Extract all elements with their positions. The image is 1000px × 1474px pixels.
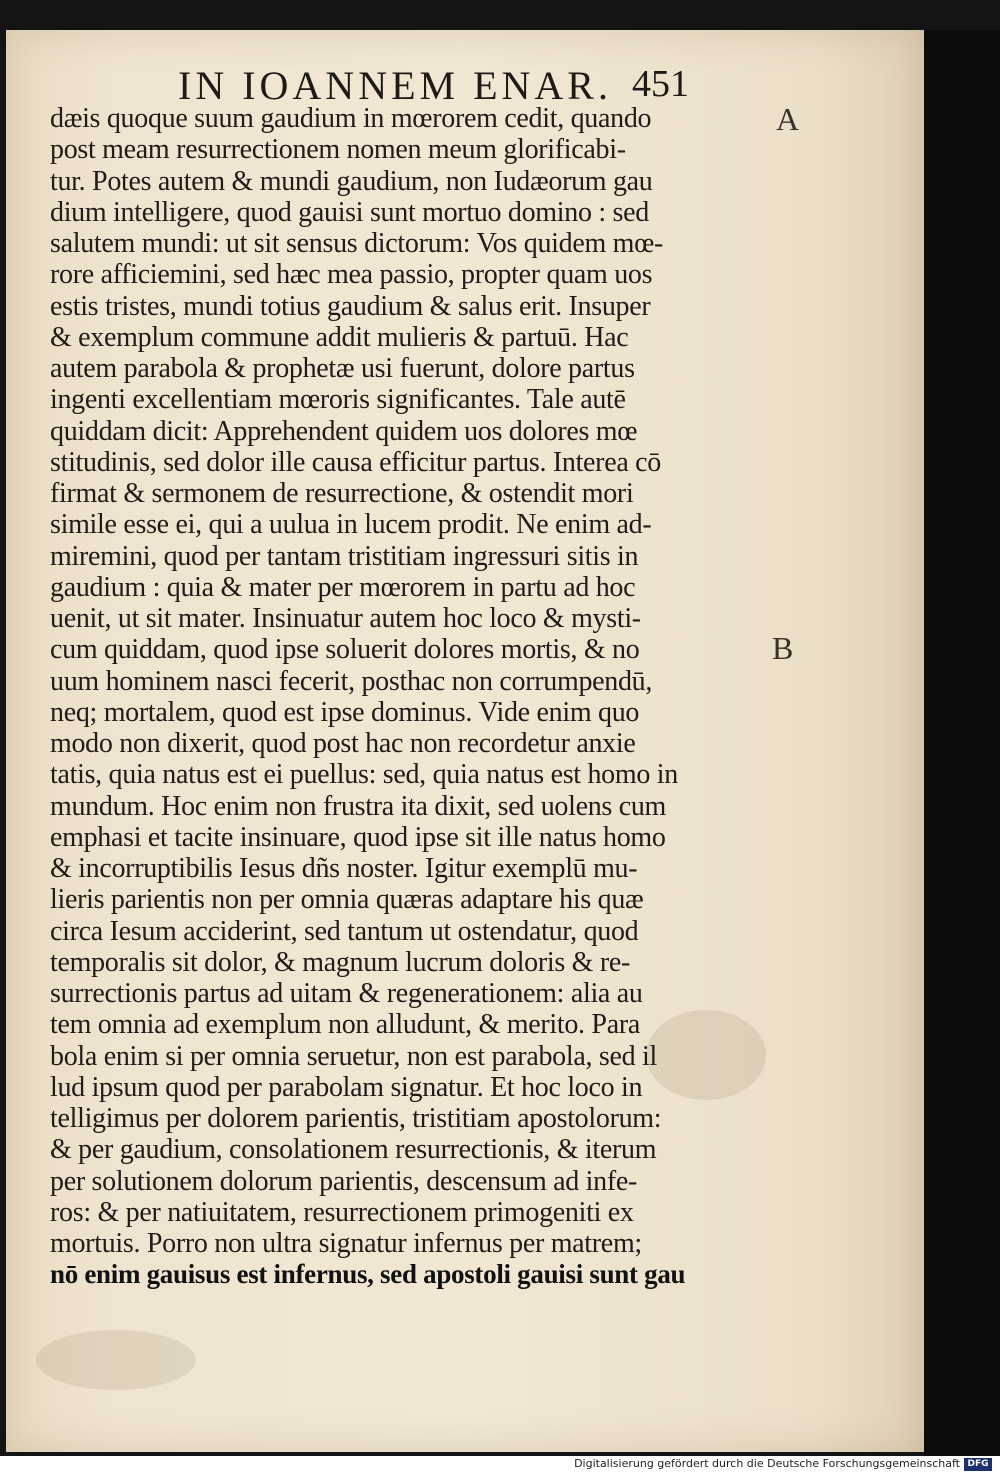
text-line: lieris parientis non per omnia quæras adaptare his quæ [50, 884, 644, 916]
text-line: simile esse ei, qui a uulua in lucem prodit. Ne enim ad- [50, 509, 652, 541]
text-line: miremini, quod per tantam tristitiam ingressuri sitis in [50, 540, 639, 572]
body-text-block [50, 103, 770, 1291]
text-line: nō enim gauisus est infernus, sed apostoli gauisi sunt gau [50, 1259, 686, 1290]
page-header [40, 58, 740, 108]
text-line: ros: & per natiuitatem, resurrectionem primogeniti ex [50, 1196, 634, 1228]
text-line: lud ipsum quod per parabolam signatur. Et hoc loco in [50, 1071, 643, 1103]
text-line: stitudinis, sed dolor ille causa efficitur partus. Interea cō [50, 446, 661, 478]
text-line: per solutionem dolorum parientis, descensum ad infe- [50, 1165, 638, 1197]
running-head: IN IOANNEM ENAR. [178, 63, 612, 108]
margin-letter-a: A [776, 101, 800, 137]
text-line: temporalis sit dolor, & magnum lucrum doloris & re- [50, 946, 631, 978]
scanner-edge [924, 30, 1000, 1456]
text-line: autem parabola & prophetæ usi fuerunt, dolore partus [50, 353, 635, 384]
text-line: rore afficiemini, sed hæc mea passio, propter quam uos [50, 259, 653, 291]
text-line: circa Iesum acciderint, sed tantum ut ostendatur, quod [50, 915, 639, 947]
text-line: dium intelligere, quod gauisi sunt mortuo domino : sed [50, 196, 649, 228]
text-line: mortuis. Porro non ultra signatur infernus per matrem; [50, 1228, 642, 1259]
text-line: mundum. Hoc enim non frustra ita dixit, sed uolens cum [50, 790, 667, 822]
text-line: post meam resurrectionem nomen meum glorificabi- [50, 134, 626, 166]
text-line: & exemplum commune addit mulieris & partuū. Hac [50, 321, 629, 353]
text-line: firmat & sermonem de resurrectione, & ostendit mori [50, 478, 634, 509]
page-number: 451 [632, 63, 689, 105]
text-line: tatis, quia natus est ei puellus: sed, quia natus est homo in [50, 759, 678, 791]
text-line: ingenti excellentiam mœroris significantes. Tale autē [50, 384, 626, 416]
text-line: emphasi et tacite insinuare, quod ipse sit ille natus homo [50, 821, 666, 853]
text-line: & per gaudium, consolationem resurrectionis, & iterum [50, 1134, 657, 1166]
margin-letter-b: B [772, 630, 794, 666]
text-line: uum hominem nasci fecerit, posthac non corrumpendū, [50, 665, 653, 697]
text-line: telligimus per dolorem parientis, tristitiam apostolorum: [50, 1103, 662, 1134]
text-line: tem omnia ad exemplum non alludunt, & merito. Para [50, 1009, 640, 1041]
text-line: quiddam dicit: Apprehendent quidem uos dolores mœ [50, 415, 638, 447]
text-line: neq; mortalem, quod est ipse dominus. Vide enim quo [50, 696, 640, 728]
text-line: gaudium : quia & mater per mœrorem in partu ad hoc [50, 571, 636, 603]
text-line: & incorruptibilis Iesus dñs noster. Igitur exemplū mu- [50, 853, 638, 884]
text-line: surrectionis partus ad uitam & regenerationem: alia au [50, 978, 643, 1009]
text-line: salutem mundi: ut sit sensus dictorum: Vos quidem mœ- [50, 228, 664, 259]
funding-credit: Digitalisierung gefördert durch die Deutsche Forschungsgemeinschaft [574, 1457, 960, 1470]
text-line: modo non dixerit, quod post hac non recordetur anxie [50, 728, 636, 759]
text-line: dæis quoque suum gaudium in mœrorem cedit, quando [50, 103, 652, 134]
digitization-footer [0, 1456, 1000, 1474]
paper-stain [36, 1330, 196, 1390]
dfg-logo-icon: DFG [964, 1458, 992, 1471]
text-line: cum quiddam, quod ipse soluerit dolores mortis, & no [50, 634, 640, 666]
text-line: estis tristes, mundi totius gaudium & salus erit. Insuper [50, 290, 651, 322]
text-line: tur. Potes autem & mundi gaudium, non Iudæorum gau [50, 165, 653, 197]
text-line: uenit, ut sit mater. Insinuatur autem hoc loco & mysti- [50, 603, 641, 634]
text-line: bola enim si per omnia seruetur, non est parabola, sed il [50, 1040, 657, 1072]
